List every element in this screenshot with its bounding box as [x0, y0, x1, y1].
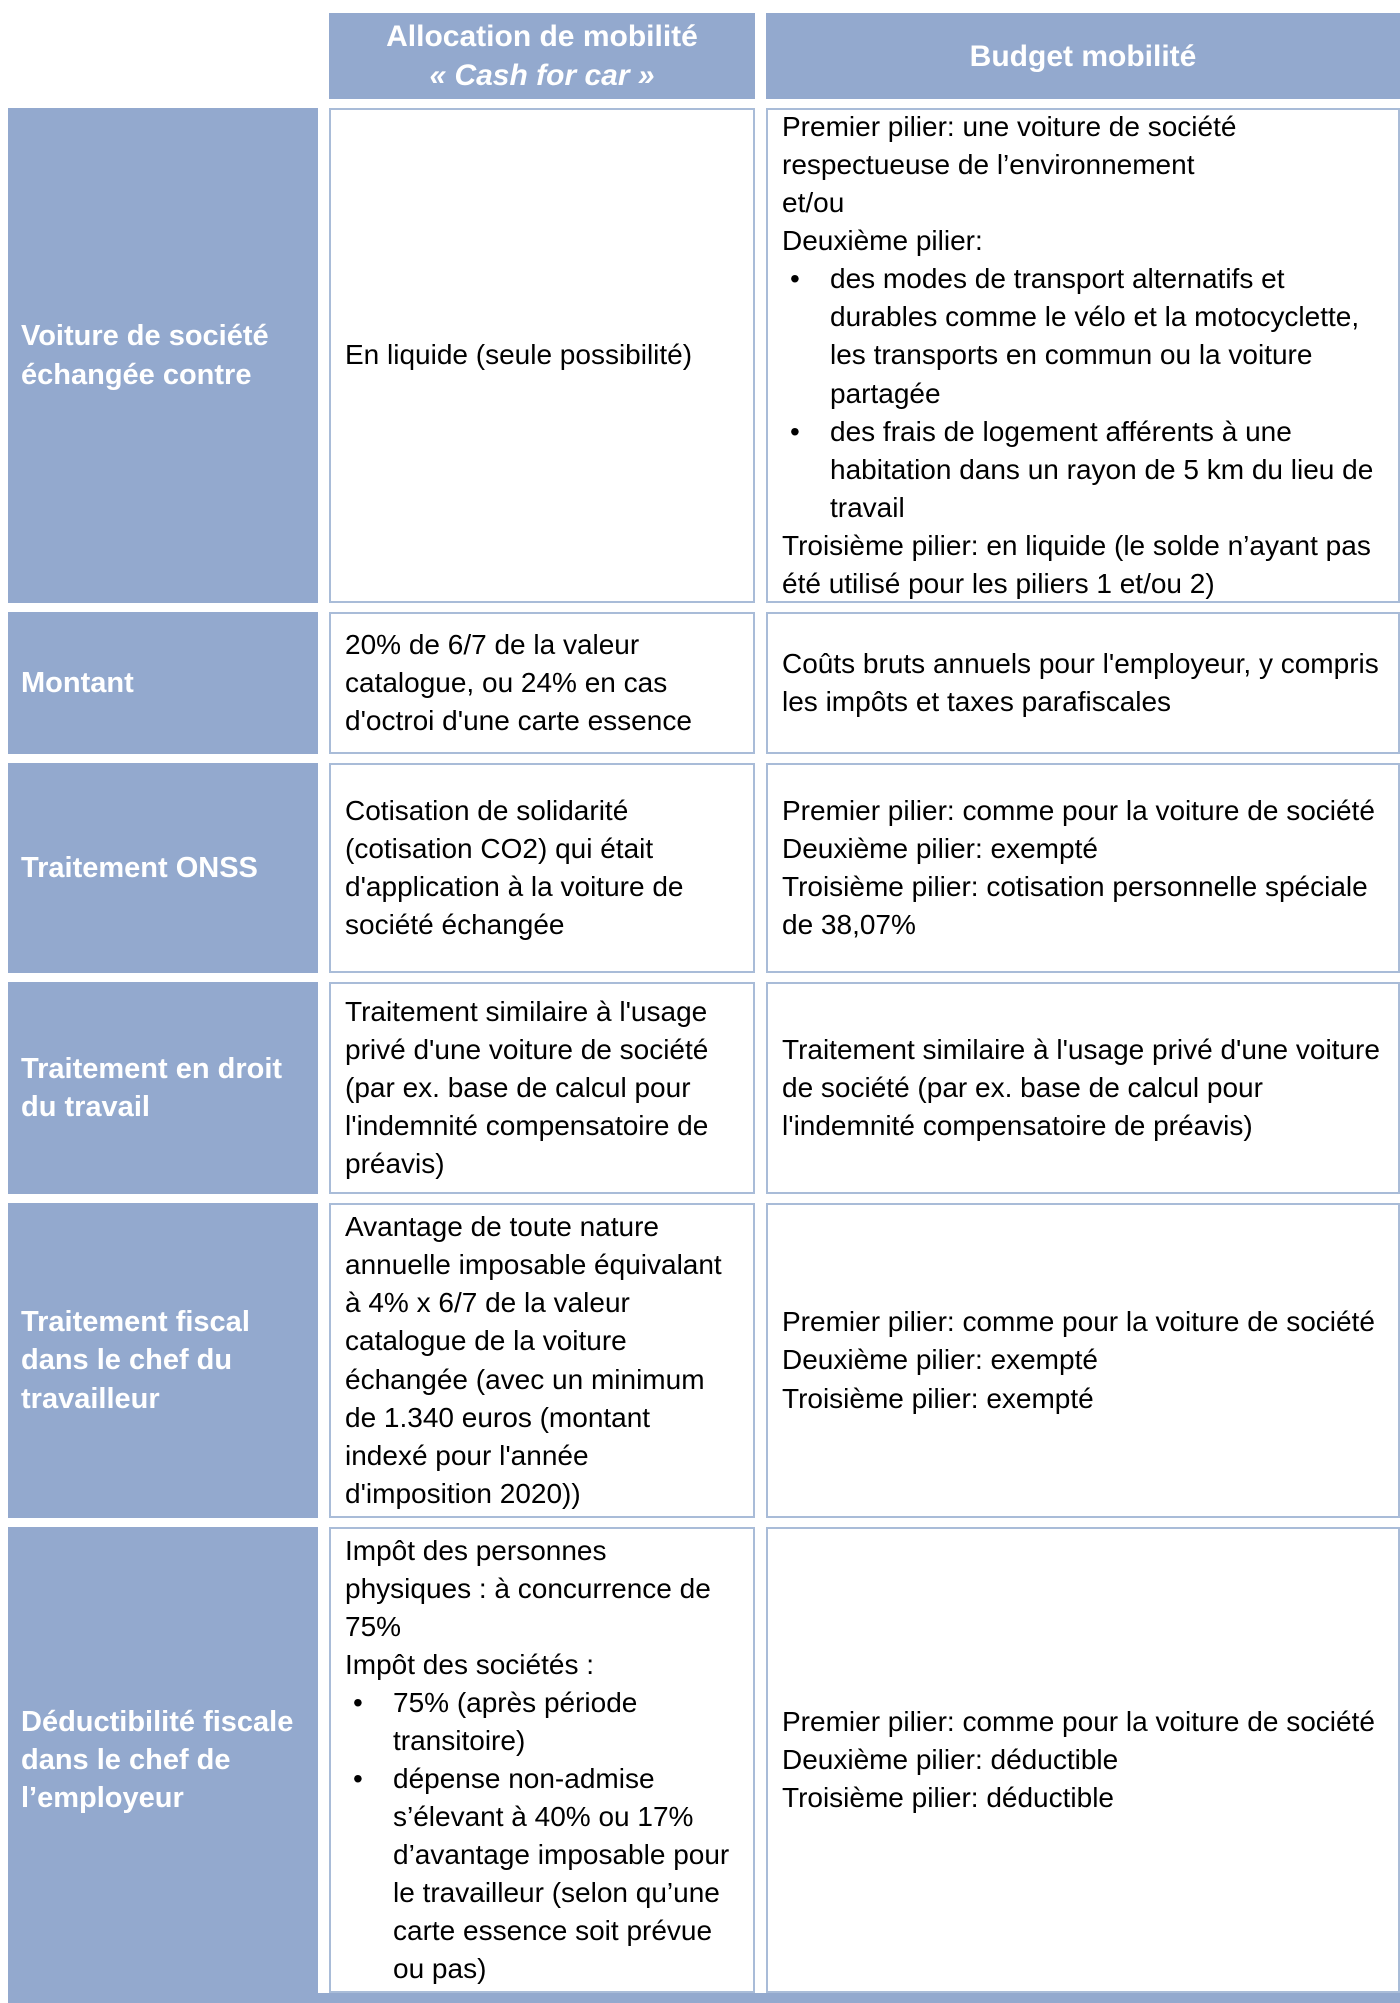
cell-paragraph: Deuxième pilier:: [782, 225, 983, 257]
row-label-voiture-echangee: [8, 108, 318, 603]
cell-paragraph: Deuxième pilier: exempté: [782, 832, 1098, 864]
cell-voiture-cash: [329, 108, 755, 603]
cell-paragraph: Coûts bruts annuels pour l'employeur, y compris les impôts et taxes parafiscales: [782, 647, 1379, 717]
cell-paragraph: Impôt des personnes physiques : à concurrence de 75%: [345, 1534, 711, 1642]
row-label-text: Déductibilité fiscale dans le chef de l’employeur: [21, 1705, 294, 1815]
bullet-icon: •: [353, 1686, 363, 1718]
cell-paragraph: 20% de 6/7 de la valeur catalogue, ou 24% en cas d'octroi d'une carte essence: [345, 628, 692, 737]
row-label-text: Traitement en droit du travail: [21, 1052, 283, 1123]
row-label-droit-du-travail: [8, 982, 318, 1194]
column-header-budget-mobilite: [766, 13, 1400, 99]
comparison-table: [8, 13, 1400, 1993]
cell-paragraph: Impôt des sociétés :: [345, 1648, 595, 1680]
bullet-item: [782, 413, 1384, 527]
bullet-item: [345, 1684, 739, 1760]
cell-onss-budget: [766, 763, 1400, 973]
row-label-montant: [8, 612, 318, 754]
cell-paragraph: Premier pilier: comme pour la voiture de société: [782, 1705, 1375, 1737]
column-header-allocation-line2: « Cash for car »: [429, 59, 655, 92]
cell-paragraph: Traitement similaire à l'usage privé d'une voiture de société (par ex. base de calcul pour l'indemnité compensatoire de préavis): [782, 1033, 1380, 1142]
cell-paragraph: Troisième pilier: déductible: [782, 1782, 1114, 1814]
cell-droit-budget: [766, 982, 1400, 1194]
cell-paragraph: Premier pilier: comme pour la voiture de société: [782, 1306, 1375, 1338]
bullet-item-text: 75% (après période transitoire): [393, 1686, 638, 1756]
cell-paragraph: Premier pilier: comme pour la voiture de société: [782, 794, 1375, 826]
row-label-text: Traitement ONSS: [21, 851, 258, 884]
cell-paragraph: Troisième pilier: exempté: [782, 1382, 1094, 1414]
cell-paragraph: Troisième pilier: en liquide (le solde n’ayant pas été utilisé pour les piliers 1 et/ou 2): [782, 529, 1371, 599]
column-header-allocation-mobilite: [329, 13, 755, 99]
cell-paragraph: Troisième pilier: cotisation personnelle spéciale de 38,07%: [782, 871, 1368, 941]
bullet-item: [782, 260, 1384, 412]
row-label-traitement-onss: [8, 763, 318, 973]
cell-montant-budget: [766, 612, 1400, 754]
cell-paragraph: Avantage de toute nature annuelle imposable équivalant à 4% x 6/7 de la valeur catalogue de la voiture échangée (avec un minimum de 1.340 euros (montant indexé pour l'année d'imposition 2020)): [345, 1211, 722, 1509]
table-corner-empty: [8, 13, 318, 99]
cell-montant-cash: [329, 612, 755, 754]
bullet-item-text: des frais de logement afférents à une habitation dans un rayon de 5 km du lieu de travail: [830, 415, 1374, 523]
bullet-item-text: dépense non-admise s’élevant à 40% ou 17% d’avantage imposable pour le travailleur (selon qu’une carte essence soit prévue ou pas): [393, 1763, 730, 1985]
bullet-item: [345, 1760, 739, 1988]
cell-fiscal-budget: [766, 1203, 1400, 1518]
bullet-icon: •: [790, 263, 800, 295]
cell-paragraph: et/ou: [782, 187, 845, 219]
row-label-text: Montant: [21, 666, 134, 699]
cell-paragraph: Deuxième pilier: exempté: [782, 1344, 1098, 1376]
row-label-text: Traitement fiscal dans le chef du travailleur: [21, 1306, 250, 1415]
row-label-deductibilite-employeur: [8, 1527, 318, 1993]
cell-deductibilite-budget: [766, 1527, 1400, 1993]
bullet-icon: •: [790, 415, 800, 447]
cell-paragraph: Premier pilier: une voiture de société respectueuse de l’environnement: [782, 111, 1237, 181]
table-bottom-border-band: [8, 1993, 1400, 2003]
cell-paragraph: Deuxième pilier: déductible: [782, 1743, 1119, 1775]
cell-paragraph: Cotisation de solidarité (cotisation CO2) qui était d'application à la voiture de société échangée: [345, 794, 684, 941]
row-label-text: Voiture de société échangée contre: [21, 320, 269, 391]
cell-deductibilite-cash: [329, 1527, 755, 1993]
bullet-icon: •: [353, 1763, 363, 1794]
cell-paragraph: Traitement similaire à l'usage privé d'une voiture de société (par ex. base de calcul pour l'indemnité compensatoire de préavis): [345, 995, 709, 1180]
bullet-item-text: des modes de transport alternatifs et durables comme le vélo et la motocyclette, les transports en commun ou la voiture partagée: [830, 263, 1360, 409]
column-header-allocation-line1: Allocation de mobilité: [386, 20, 698, 53]
row-label-traitement-fiscal-travailleur: [8, 1203, 318, 1518]
cell-paragraph: En liquide (seule possibilité): [345, 339, 693, 371]
column-header-budget-label: Budget mobilité: [969, 39, 1197, 73]
cell-fiscal-cash: [329, 1203, 755, 1518]
cell-onss-cash: [329, 763, 755, 973]
cell-droit-cash: [329, 982, 755, 1194]
cell-voiture-budget: [766, 108, 1400, 603]
